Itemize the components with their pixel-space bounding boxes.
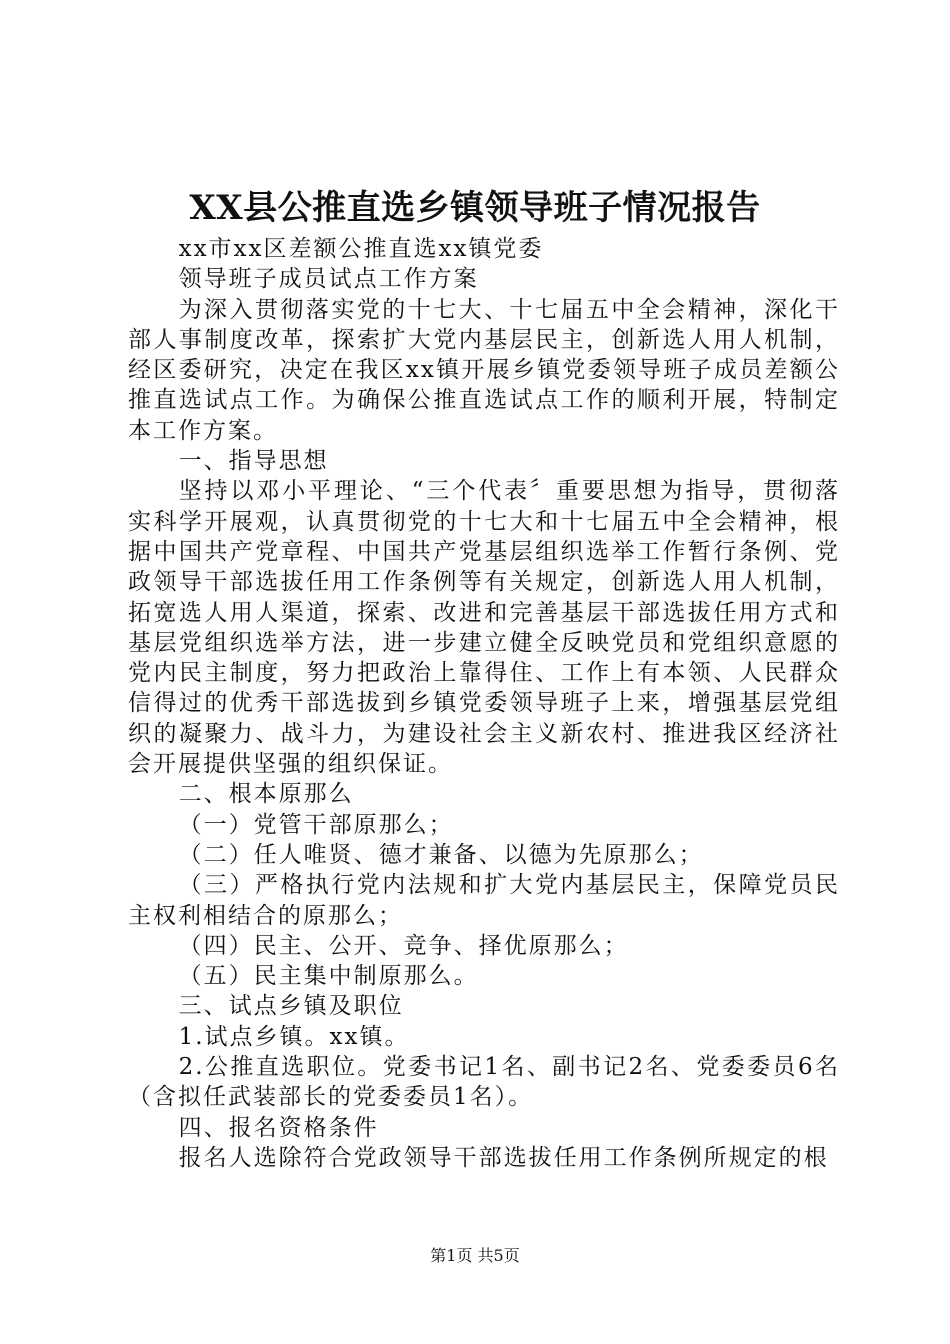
list-item: （四）民主、公开、竞争、择优原那么； [178,932,629,959]
paragraph: xx市xx区差额公推直选xx镇党委 [178,236,544,262]
paragraph: 领导班子成员试点工作方案 [178,266,479,293]
section-heading: 四、报名资格条件 [178,1114,379,1141]
list-item: （三）严格执行党内法规和扩大党内基层民主，保障党员民主权利相结合的原那么； [128,872,840,929]
section-heading: 三、试点乡镇及职位 [178,993,404,1020]
list-item: （五）民主集中制原那么。 [178,963,479,990]
list-item: （一）党管干部原那么； [178,811,454,838]
section-heading: 一、指导思想 [178,448,329,475]
paragraph: 报名人选除符合党政领导干部选拔任用工作条例所规定的根 [178,1144,829,1171]
document-title: XX县公推直选乡镇领导班子情况报告 [189,188,761,228]
paragraph: 坚持以邓小平理论、“三个代表〞重要思想为指导，贯彻落实科学开展观，认真贯彻党的十七大和十七届五中全会精神，根据中国共产党章程、中国共产党基层组织选举工作暂行条例、党政领导干部选拔任用工作条例等有关规定，创新选人用人机制，拓宽选人用人渠道，探索、改进和完善基层干部选拔任用方式和基层党组织选举方法，进一步建立健全反映党员和党组织意愿的党内民主制度，努力把政治上靠得住、工作上有本领、人民群众信得过的优秀干部选拔到乡镇党委领导班子上来，增强基层党组织的凝聚力、战斗力，为建设社会主义新农村、推进我区经济社会开展提供坚强的组织保证。 [128,478,840,778]
list-item: （二）任人唯贤、德才兼备、以德为先原那么； [178,841,704,868]
document-body [128,234,840,1173]
section-heading: 二、根本原那么 [178,781,354,808]
list-item: 2.公推直选职位。党委书记1名、副书记2名、党委委员6名（含拟任武装部长的党委委员1名）。 [128,1054,840,1111]
paragraph: 为深入贯彻落实党的十七大、十七届五中全会精神，深化干部人事制度改革，探索扩大党内基层民主，创新选人用人机制，经区委研究，决定在我区xx镇开展乡镇党委领导班子成员差额公推直选试点工作。为确保公推直选试点工作的顺利开展，特制定本工作方案。 [128,296,840,444]
page-number-footer: 第1页 共5页 [430,1246,520,1265]
list-item: 1.试点乡镇。xx镇。 [178,1023,410,1050]
